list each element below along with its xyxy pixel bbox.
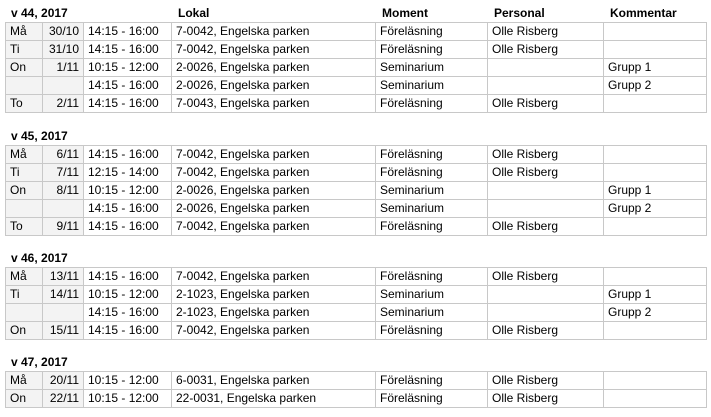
comment-cell <box>604 95 707 113</box>
date-cell: 13/11 <box>43 268 84 286</box>
staff-cell: Olle Risberg <box>488 218 604 236</box>
moment-cell: Föreläsning <box>376 95 488 113</box>
table-row <box>6 390 707 408</box>
week-table <box>5 22 707 113</box>
staff-cell: Olle Risberg <box>488 41 604 59</box>
table-row <box>6 322 707 340</box>
day-cell: On <box>6 322 43 340</box>
moment-cell: Föreläsning <box>376 41 488 59</box>
time-cell: 10:15 - 12:00 <box>84 286 172 304</box>
time-cell: 10:15 - 12:00 <box>84 390 172 408</box>
day-cell: Ti <box>6 286 43 304</box>
comment-cell <box>604 372 707 390</box>
moment-cell: Seminarium <box>376 286 488 304</box>
time-cell: 14:15 - 16:00 <box>84 218 172 236</box>
time-cell: 14:15 - 16:00 <box>84 200 172 218</box>
moment-cell: Seminarium <box>376 200 488 218</box>
week-title-1: v 45, 2017 <box>11 129 68 143</box>
comment-cell: Grupp 1 <box>604 59 707 77</box>
day-cell <box>6 304 43 322</box>
room-cell: 2-1023, Engelska parken <box>172 304 376 322</box>
time-cell: 14:15 - 16:00 <box>84 268 172 286</box>
comment-cell: Grupp 1 <box>604 286 707 304</box>
staff-cell <box>488 286 604 304</box>
week-title-0: v 44, 2017 <box>11 6 68 20</box>
time-cell: 14:15 - 16:00 <box>84 77 172 95</box>
room-cell: 7-0042, Engelska parken <box>172 218 376 236</box>
staff-cell: Olle Risberg <box>488 95 604 113</box>
table-row <box>6 59 707 77</box>
moment-cell: Föreläsning <box>376 23 488 41</box>
room-cell: 2-0026, Engelska parken <box>172 77 376 95</box>
moment-cell: Föreläsning <box>376 218 488 236</box>
time-cell: 10:15 - 12:00 <box>84 372 172 390</box>
column-header-moment: Moment <box>382 6 428 20</box>
column-header-personal: Personal <box>494 6 545 20</box>
time-cell: 14:15 - 16:00 <box>84 146 172 164</box>
week-table <box>5 267 707 340</box>
table-row <box>6 41 707 59</box>
table-row <box>6 372 707 390</box>
moment-cell: Föreläsning <box>376 322 488 340</box>
week-table <box>5 371 707 408</box>
day-cell <box>6 77 43 95</box>
day-cell: Må <box>6 23 43 41</box>
day-cell: To <box>6 218 43 236</box>
time-cell: 14:15 - 16:00 <box>84 95 172 113</box>
date-cell: 1/11 <box>43 59 84 77</box>
table-row <box>6 304 707 322</box>
comment-cell <box>604 146 707 164</box>
moment-cell: Föreläsning <box>376 268 488 286</box>
table-row <box>6 95 707 113</box>
room-cell: 2-0026, Engelska parken <box>172 182 376 200</box>
comment-cell <box>604 23 707 41</box>
day-cell: Må <box>6 268 43 286</box>
time-cell: 12:15 - 14:00 <box>84 164 172 182</box>
staff-cell <box>488 59 604 77</box>
moment-cell: Föreläsning <box>376 146 488 164</box>
comment-cell: Grupp 2 <box>604 77 707 95</box>
date-cell: 20/11 <box>43 372 84 390</box>
date-cell: 15/11 <box>43 322 84 340</box>
table-row <box>6 286 707 304</box>
comment-cell <box>604 218 707 236</box>
moment-cell: Seminarium <box>376 182 488 200</box>
table-row <box>6 23 707 41</box>
comment-cell <box>604 322 707 340</box>
moment-cell: Seminarium <box>376 77 488 95</box>
comment-cell: Grupp 2 <box>604 304 707 322</box>
date-cell: 30/10 <box>43 23 84 41</box>
table-row <box>6 77 707 95</box>
day-cell: Ti <box>6 41 43 59</box>
comment-cell: Grupp 1 <box>604 182 707 200</box>
room-cell: 2-1023, Engelska parken <box>172 286 376 304</box>
table-row <box>6 268 707 286</box>
room-cell: 7-0043, Engelska parken <box>172 95 376 113</box>
room-cell: 6-0031, Engelska parken <box>172 372 376 390</box>
date-cell: 8/11 <box>43 182 84 200</box>
table-row <box>6 146 707 164</box>
room-cell: 7-0042, Engelska parken <box>172 146 376 164</box>
day-cell: On <box>6 59 43 77</box>
time-cell: 10:15 - 12:00 <box>84 59 172 77</box>
day-cell: Må <box>6 146 43 164</box>
staff-cell <box>488 200 604 218</box>
week-table <box>5 145 707 236</box>
staff-cell: Olle Risberg <box>488 23 604 41</box>
comment-cell <box>604 390 707 408</box>
table-row <box>6 164 707 182</box>
staff-cell: Olle Risberg <box>488 146 604 164</box>
date-cell: 22/11 <box>43 390 84 408</box>
date-cell <box>43 200 84 218</box>
date-cell: 9/11 <box>43 218 84 236</box>
time-cell: 14:15 - 16:00 <box>84 304 172 322</box>
staff-cell: Olle Risberg <box>488 390 604 408</box>
day-cell: Må <box>6 372 43 390</box>
moment-cell: Föreläsning <box>376 390 488 408</box>
time-cell: 14:15 - 16:00 <box>84 23 172 41</box>
date-cell: 2/11 <box>43 95 84 113</box>
date-cell: 31/10 <box>43 41 84 59</box>
staff-cell: Olle Risberg <box>488 372 604 390</box>
day-cell: Ti <box>6 164 43 182</box>
room-cell: 2-0026, Engelska parken <box>172 200 376 218</box>
table-row <box>6 200 707 218</box>
moment-cell: Seminarium <box>376 59 488 77</box>
column-header-kommentar: Kommentar <box>610 6 677 20</box>
room-cell: 7-0042, Engelska parken <box>172 268 376 286</box>
staff-cell: Olle Risberg <box>488 322 604 340</box>
moment-cell: Seminarium <box>376 304 488 322</box>
staff-cell <box>488 304 604 322</box>
day-cell: On <box>6 390 43 408</box>
table-row <box>6 218 707 236</box>
moment-cell: Föreläsning <box>376 372 488 390</box>
time-cell: 14:15 - 16:00 <box>84 41 172 59</box>
date-cell: 6/11 <box>43 146 84 164</box>
staff-cell: Olle Risberg <box>488 268 604 286</box>
column-header-lokal: Lokal <box>178 6 210 20</box>
time-cell: 14:15 - 16:00 <box>84 322 172 340</box>
time-cell: 10:15 - 12:00 <box>84 182 172 200</box>
comment-cell <box>604 41 707 59</box>
day-cell <box>6 200 43 218</box>
staff-cell: Olle Risberg <box>488 164 604 182</box>
room-cell: 7-0042, Engelska parken <box>172 23 376 41</box>
staff-cell <box>488 182 604 200</box>
week-title-3: v 47, 2017 <box>11 355 68 369</box>
room-cell: 2-0026, Engelska parken <box>172 59 376 77</box>
comment-cell: Grupp 2 <box>604 200 707 218</box>
room-cell: 7-0042, Engelska parken <box>172 41 376 59</box>
comment-cell <box>604 164 707 182</box>
date-cell: 14/11 <box>43 286 84 304</box>
date-cell: 7/11 <box>43 164 84 182</box>
room-cell: 22-0031, Engelska parken <box>172 390 376 408</box>
moment-cell: Föreläsning <box>376 164 488 182</box>
date-cell <box>43 304 84 322</box>
day-cell: On <box>6 182 43 200</box>
room-cell: 7-0042, Engelska parken <box>172 322 376 340</box>
week-title-2: v 46, 2017 <box>11 251 68 265</box>
room-cell: 7-0042, Engelska parken <box>172 164 376 182</box>
table-row <box>6 182 707 200</box>
comment-cell <box>604 268 707 286</box>
staff-cell <box>488 77 604 95</box>
date-cell <box>43 77 84 95</box>
day-cell: To <box>6 95 43 113</box>
